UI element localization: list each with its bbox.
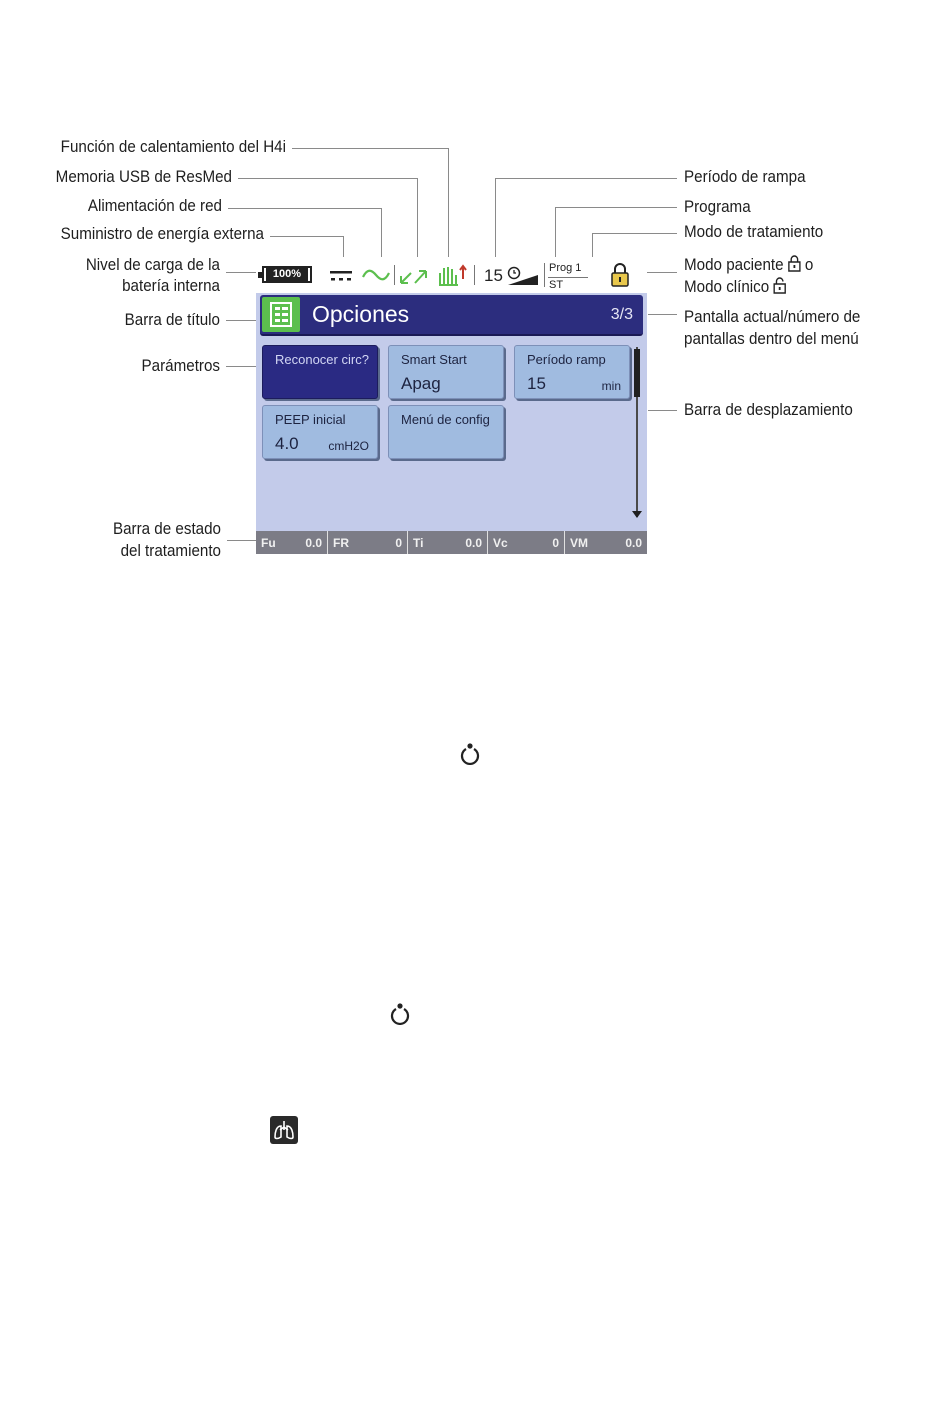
- power-cycle-icon: [459, 743, 481, 765]
- cell-value: 0.0: [305, 535, 322, 550]
- leader-line: [648, 410, 677, 411]
- callout-patient-mode-row: [684, 255, 813, 276]
- leader-line: [648, 314, 677, 315]
- hand-icon: [436, 263, 470, 287]
- leader-line: [226, 366, 260, 367]
- button-label: Período ramp: [527, 352, 606, 367]
- status-bar: [256, 257, 647, 293]
- leader-line: [228, 208, 381, 209]
- button-label: PEEP inicial: [275, 412, 346, 427]
- callout-battery-line1: Nivel de carga de la: [85, 256, 220, 274]
- power-cycle-icon: [389, 1003, 411, 1025]
- treatment-cell-vc: [488, 531, 565, 554]
- button-value: Apag: [401, 374, 441, 393]
- cell-name: FR: [333, 535, 349, 550]
- leader-line: [417, 178, 418, 260]
- page-title: Opciones: [312, 301, 410, 327]
- config-menu-button[interactable]: [388, 405, 504, 459]
- callout-scrollbar: Barra de desplazamiento: [684, 401, 853, 419]
- leader-line: [495, 178, 677, 179]
- scroll-down-icon[interactable]: [632, 511, 642, 519]
- callout-usb: Memoria USB de ResMed: [55, 168, 232, 186]
- callout-status-line2: del tratamiento: [120, 542, 221, 560]
- leader-line: [226, 272, 256, 273]
- leader-line: [226, 320, 260, 321]
- treatment-cell-vm: [565, 531, 647, 554]
- callout-patient-mode: Modo paciente: [684, 256, 784, 274]
- cell-name: Fu: [261, 535, 276, 550]
- callout-external-power: Suministro de energía externa: [60, 225, 264, 243]
- leader-line: [555, 207, 677, 208]
- cell-value: 0: [395, 535, 402, 550]
- button-unit: cmH2O: [328, 439, 369, 453]
- leader-line: [238, 178, 417, 179]
- treatment-cell-fr: [328, 531, 408, 554]
- scrollbar[interactable]: [634, 347, 640, 517]
- button-unit: min: [601, 379, 621, 393]
- callout-parameters: Parámetros: [141, 357, 220, 375]
- program-label: Prog 1: [549, 262, 582, 274]
- divider: [544, 263, 545, 287]
- callout-patient-mode-suffix: o: [804, 256, 814, 274]
- leader-line: [381, 208, 382, 260]
- usb-icon: [399, 265, 429, 285]
- leader-line: [448, 148, 449, 260]
- leader-line: [227, 540, 256, 541]
- therapy-mode-label: ST: [549, 279, 564, 291]
- callout-screen-line1: Pantalla actual/número de: [684, 308, 861, 326]
- ramp-period-button[interactable]: [514, 345, 630, 399]
- treatment-status-bar: [256, 531, 647, 554]
- cell-value: 0.0: [625, 535, 642, 550]
- callout-screen-line2: pantallas dentro del menú: [684, 330, 859, 348]
- callout-battery-line2: batería interna: [122, 277, 220, 295]
- reconocer-circuito-button[interactable]: [262, 345, 378, 399]
- button-value: 4.0: [275, 434, 299, 453]
- treatment-cell-fu: [256, 531, 328, 554]
- leader-line: [270, 236, 343, 237]
- ramp-icon: [506, 266, 540, 286]
- cell-value: 0.0: [465, 535, 482, 550]
- ramp-value: 15: [484, 266, 503, 285]
- divider: [394, 265, 395, 285]
- treatment-cell-ti: [408, 531, 488, 554]
- lungs-icon: [270, 1116, 298, 1144]
- dc-power-icon: [330, 269, 352, 283]
- lock-icon: [788, 255, 801, 272]
- callout-clinical-mode: Modo clínico: [684, 278, 770, 296]
- title-bar: [260, 295, 643, 336]
- leader-line: [555, 207, 556, 263]
- callout-heating: Función de calentamiento del H4i: [60, 138, 286, 156]
- cell-name: Ti: [413, 535, 424, 550]
- cell-name: Vc: [493, 535, 508, 550]
- callout-clinical-mode-row: [684, 277, 786, 298]
- divider: [548, 277, 588, 278]
- callout-mains: Alimentación de red: [87, 197, 222, 215]
- page-indicator: 3/3: [610, 306, 633, 323]
- peep-inicial-button[interactable]: [262, 405, 378, 459]
- mains-icon: [362, 267, 390, 283]
- callout-status-line1: Barra de estado: [112, 520, 221, 538]
- divider: [474, 265, 475, 285]
- device-screen: [256, 257, 647, 554]
- battery-icon: [262, 266, 312, 283]
- unlock-icon: [773, 277, 786, 294]
- leader-line: [592, 233, 677, 234]
- button-label: Reconocer circ?: [275, 352, 369, 367]
- callout-ramp-period: Período de rampa: [684, 168, 806, 186]
- smart-start-button[interactable]: [388, 345, 504, 399]
- options-menu-icon: [262, 297, 300, 332]
- button-label: Menú de config: [401, 412, 490, 427]
- callout-therapy-mode: Modo de tratamiento: [684, 223, 824, 241]
- leader-line: [292, 148, 448, 149]
- battery-level: 100%: [266, 268, 308, 281]
- callout-program: Programa: [684, 198, 751, 216]
- lock-icon: [610, 262, 630, 288]
- button-value: 15: [527, 374, 546, 393]
- callout-title-bar: Barra de título: [124, 311, 220, 329]
- button-label: Smart Start: [401, 352, 467, 367]
- leader-line: [495, 178, 496, 263]
- cell-name: VM: [570, 535, 588, 550]
- cell-value: 0: [552, 535, 559, 550]
- scroll-thumb[interactable]: [634, 349, 640, 397]
